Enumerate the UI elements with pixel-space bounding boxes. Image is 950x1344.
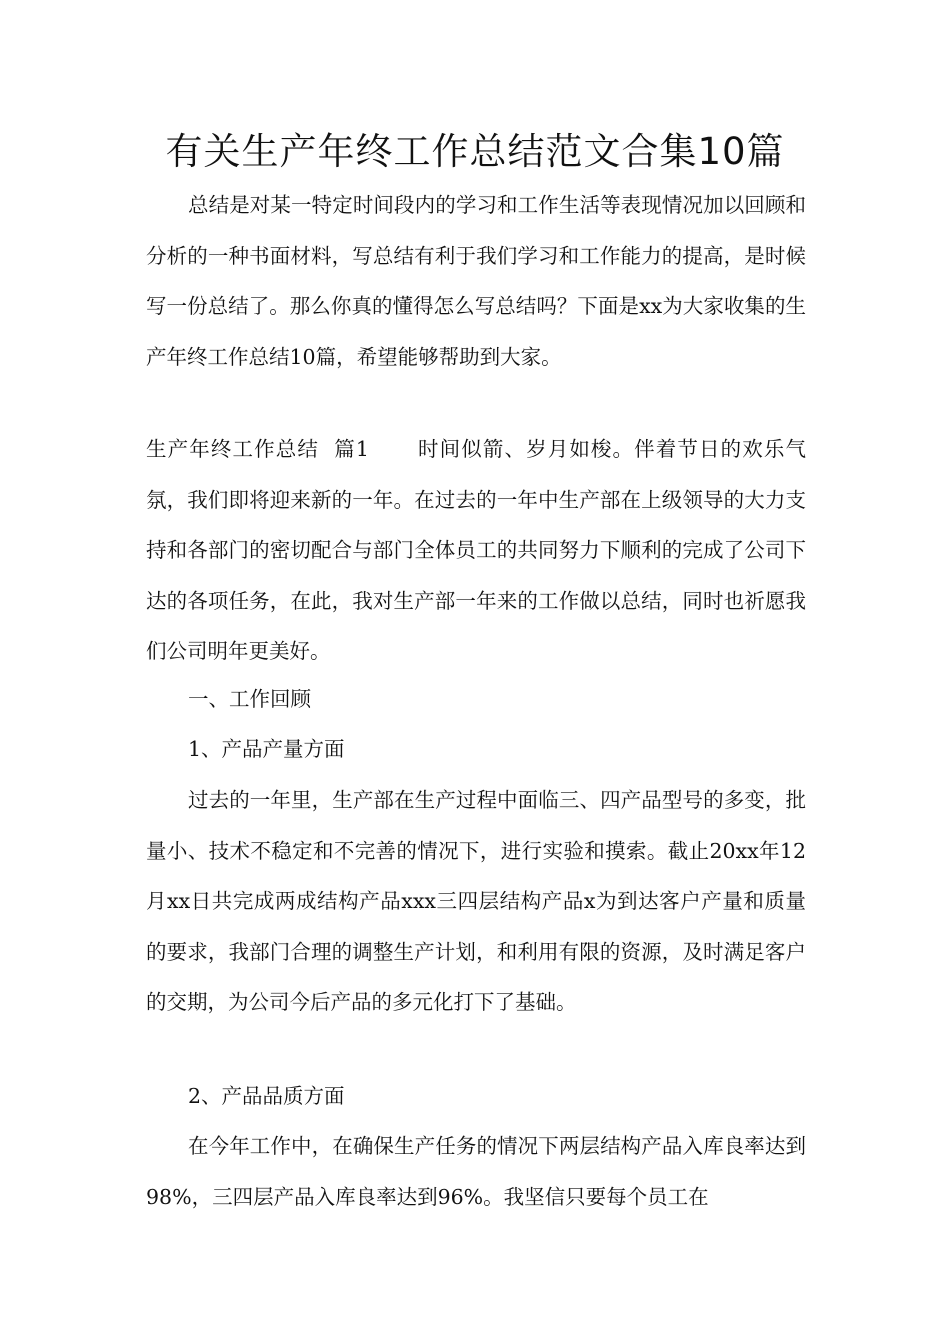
intro-paragraph: 总结是对某一特定时间段内的学习和工作生活等表现情况加以回顾和分析的一种书面材料，写总结有利于我们学习和工作能力的提高，是时候写一份总结了。那么你真的懂得怎么写总结吗？下面是xx为大家收集的生产年终工作总结10篇，希望能够帮助到大家。 <box>146 193 806 369</box>
heading-quality: 2、产品品质方面 <box>188 1084 345 1108</box>
heading-output: 1、产品产量方面 <box>188 737 345 761</box>
heading-work-review: 一、工作回顾 <box>188 687 311 711</box>
section-1-body: 时间似箭、岁月如梭。伴着节日的欢乐气氛，我们即将迎来新的一年。在过去的一年中生产部在上级领导的大力支持和各部门的密切配合与部门全体员工的共同努力下顺利的完成了公司下达的各项任务，在此，我对生产部一年来的工作做以总结，同时也祈愿我们公司明年更美好。 <box>146 437 806 663</box>
output-paragraph: 过去的一年里，生产部在生产过程中面临三、四产品型号的多变，批量小、技术不稳定和不完善的情况下，进行实验和摸索。截止20xx年12月xx日共完成两成结构产品xxx三四层结构产品x为到达客户产量和质量的要求，我部门合理的调整生产计划，和利用有限的资源，及时满足客户的交期，为公司今后产品的多元化打下了基础。 <box>146 788 806 1014</box>
quality-paragraph: 在今年工作中，在确保生产任务的情况下两层结构产品入库良率达到98%，三四层产品入库良率达到96%。我坚信只要每个员工在 <box>146 1134 806 1209</box>
section-1-paragraph <box>146 424 806 677</box>
section-1-label: 生产年终工作总结 篇1 <box>146 437 369 461</box>
document-title: 有关生产年终工作总结范文合集10篇 <box>165 130 785 173</box>
